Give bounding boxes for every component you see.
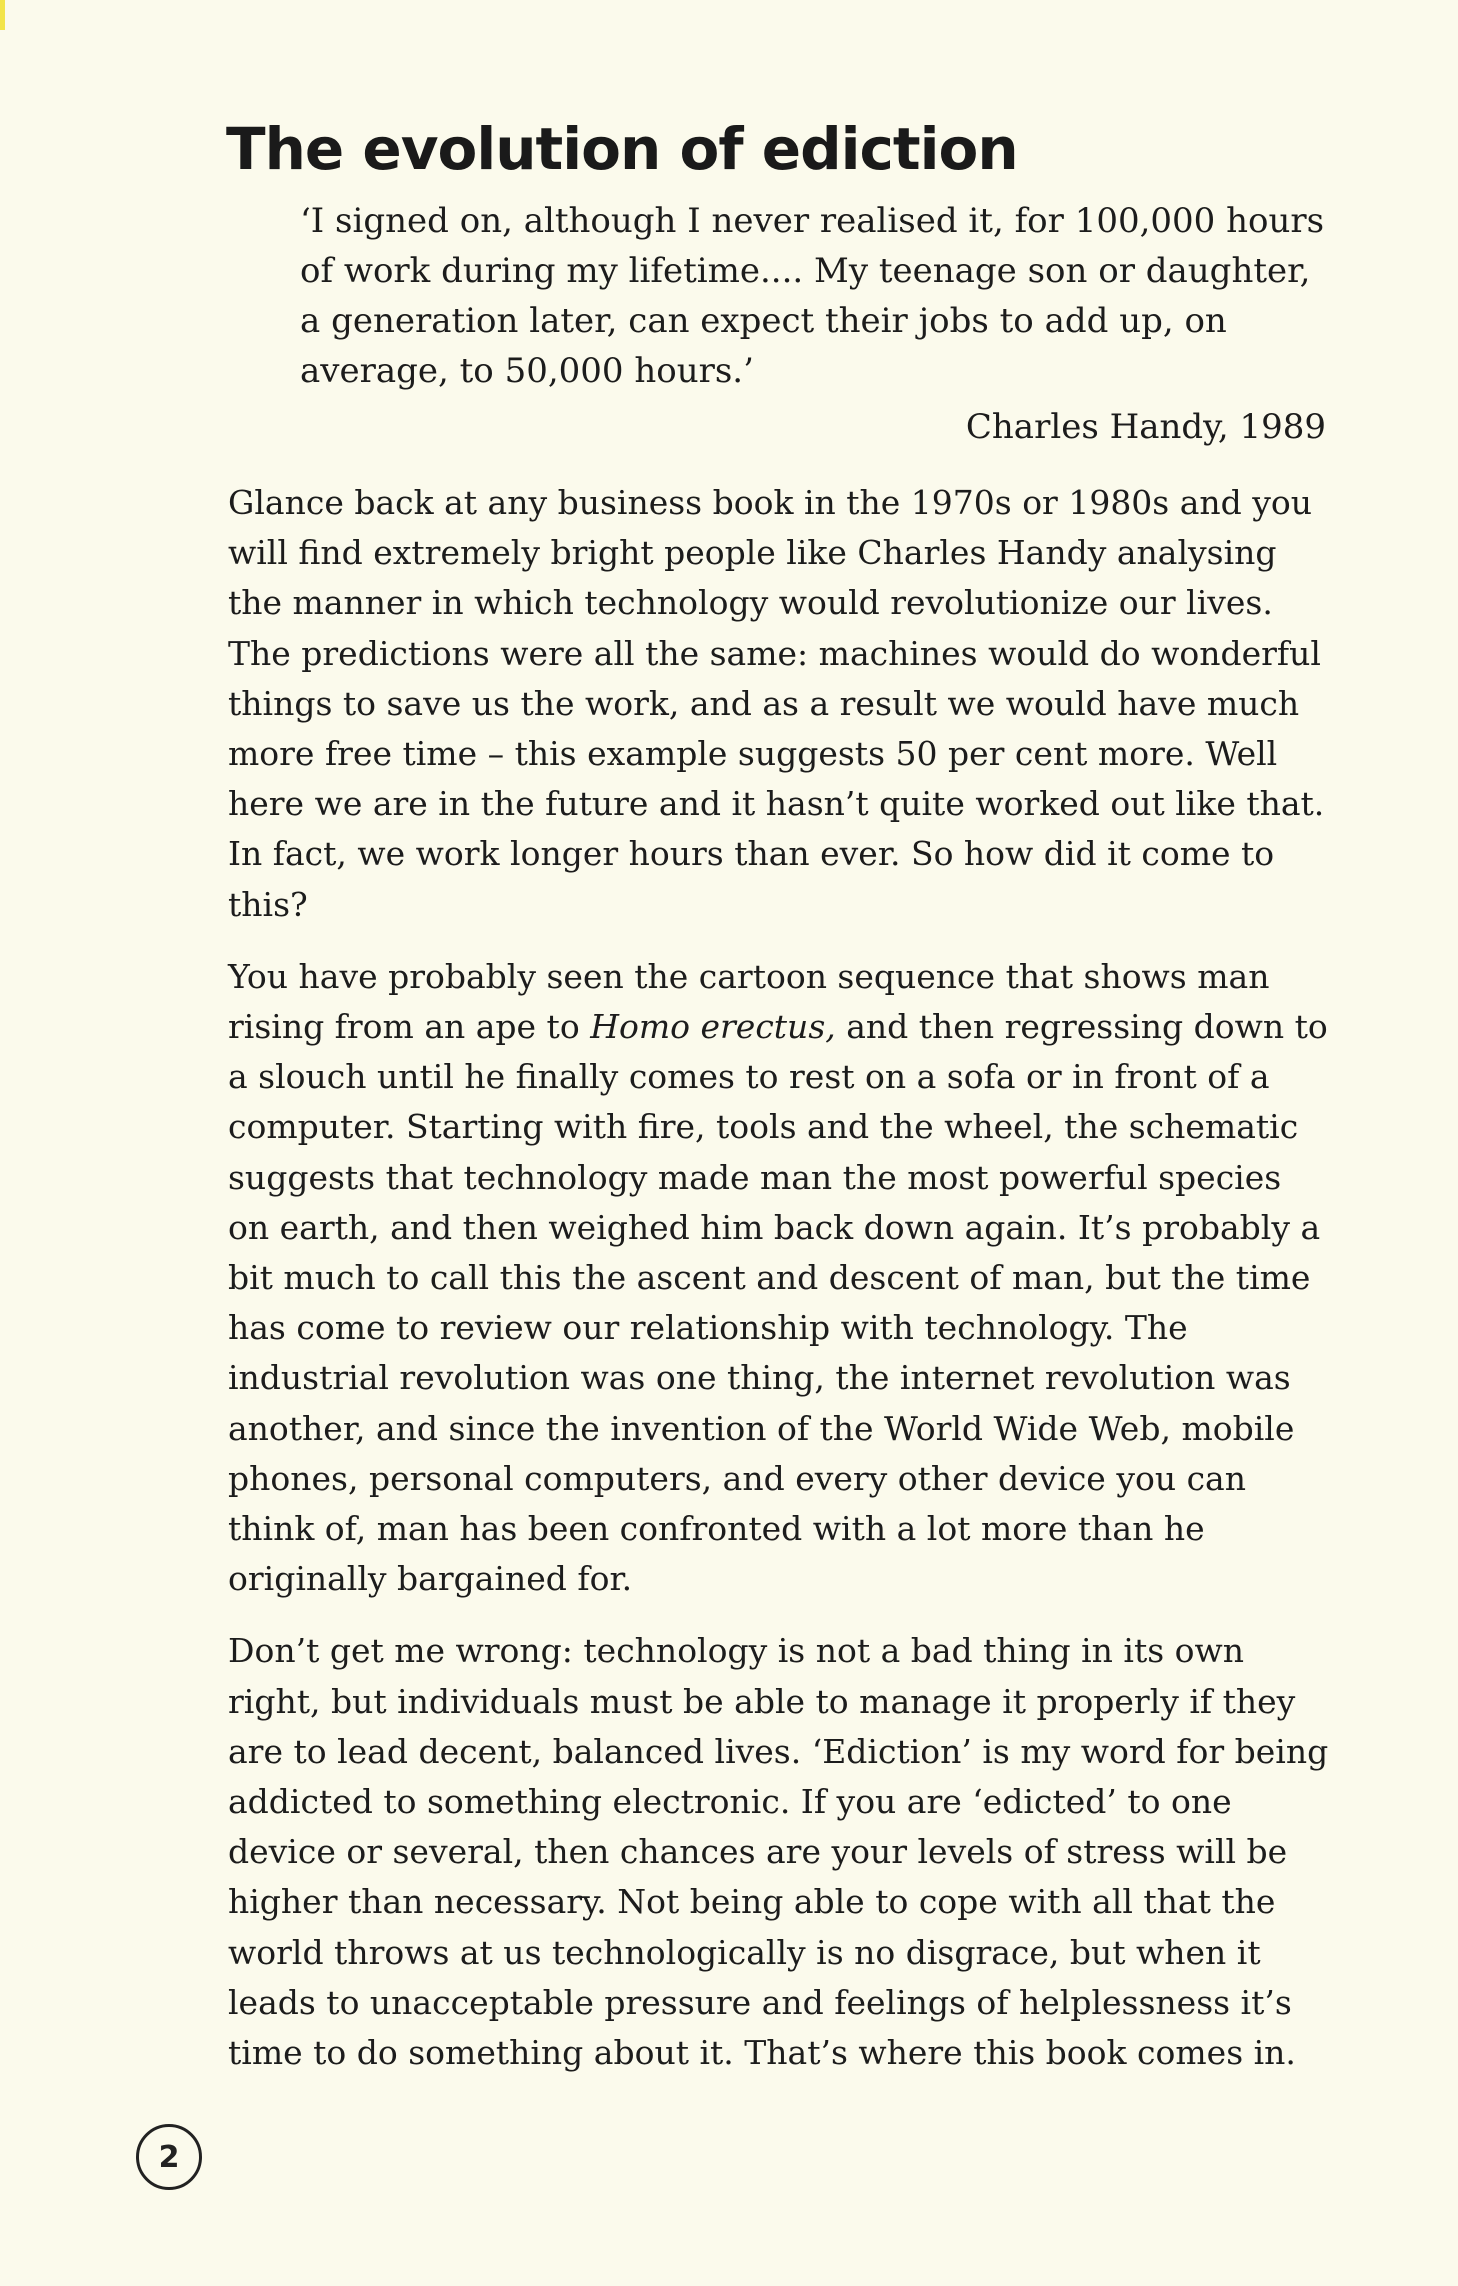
paragraph-2-start: You have probably seen the cartoon sequence that shows man rising from an ape to: [228, 956, 1270, 1047]
chapter-heading: The evolution of ediction: [226, 115, 1018, 183]
paragraph-2-end: and then regressing down to a slouch until he finally comes to rest on a sofa or in front of a computer. Starting with fire, tools and the wheel, the schematic suggests that technology made man the most powerful species on earth, and then weighed him back down again. It’s probably a bit much to call this the ascent and descent of man, but the time has come to review our relationship with technology. The industrial revolution was one thing, the internet revolution was another, and since the invention of the World Wide Web, mobile phones, personal computers, and every other device you can think of, man has been confronted with a lot more than he originally bargained for.: [228, 1007, 1328, 1599]
paragraph-2-italic: Homo erectus,: [590, 1007, 836, 1047]
edge-mark: [0, 0, 5, 30]
paragraph-3: Don’t get me wrong: technology is not a bad thing in its own right, but individuals must be able to manage it properly if they are to lead decent, balanced lives. ‘Ediction’ is my word for being addicted to something electronic. If you are ‘edicted’ to one device or several, then chances are your levels of stress will be higher than necessary. Not being able to cope with all that the world throws at us technologically is no disgrace, but when it leads to unacceptable pressure and feelings of helplessness it’s time to do something about it. That’s where this book comes in.: [228, 1631, 1329, 2073]
body-text: [228, 478, 1332, 2100]
epigraph-quote: ‘I signed on, although I never realised it, for 100,000 hours of work during my lifetime.... My teenage son or daughter, a generation later, can expect their jobs to add up, on average, to 50,000 hours.’: [300, 201, 1325, 391]
epigraph-attribution: Charles Handy, 1989: [965, 407, 1326, 447]
page-number: 2: [136, 2124, 202, 2190]
paragraph-2: [228, 952, 1332, 1605]
paragraph-1: Glance back at any business book in the 1970s or 1980s and you will find extremely bright people like Charles Handy analysing the manner in which technology would revolutionize our lives. The predictions were all the same: machines would do wonderful things to save us the work, and as a result we would have much more free time – this example suggests 50 per cent more. Well here we are in the future and it hasn’t quite worked out like that. In fact, we work longer hours than ever. So how did it come to this?: [228, 483, 1325, 924]
